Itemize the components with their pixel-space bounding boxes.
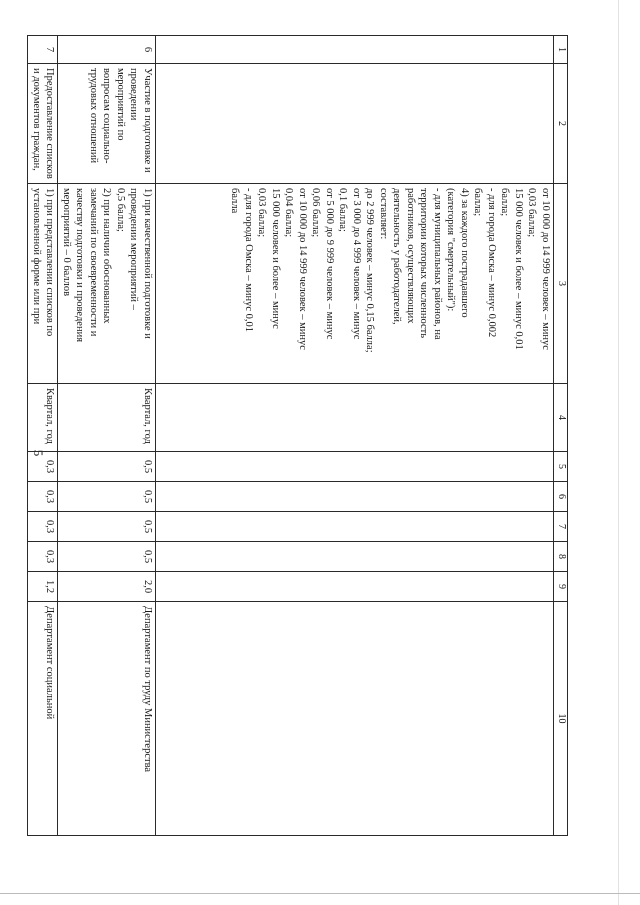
criteria-line: мероприятий – 0 баллов [61,188,72,297]
criteria-line: составляет: [378,188,389,240]
value-cell [156,482,554,512]
value-cell: 0,3 [28,542,58,572]
value-cell: 0,3 [28,452,58,482]
criteria-line: - для города Омска – минус 0,01 [243,188,254,333]
value-cell: 0,5 [58,512,156,542]
criteria-line: от 10 000 до 14 999 человек – минус [540,188,551,350]
header-cell: 10 [554,602,568,836]
criteria-line: (категория "смертельный"): [445,188,457,312]
header-cell: 2 [554,64,568,184]
criteria-line: балла; [472,188,484,217]
header-cell: 8 [554,542,568,572]
header-cell: 6 [554,482,568,512]
value-cell: 0,3 [28,482,58,512]
row-number [156,36,554,64]
criteria-text [58,184,156,384]
criteria-line: деятельность у работодателей, [391,188,403,325]
department-cell: Департамент социальной [28,602,58,836]
row-number: 7 [28,36,58,64]
criteria-line: 0,03 балла; [526,188,538,238]
criteria-line: установленной форме или при [31,188,42,325]
criteria-line: балла; [499,188,511,217]
value-cell: 0,5 [58,452,156,482]
indicator-name: Предоставление списков и документов граждан, [28,64,58,184]
criteria-table [28,35,569,836]
criteria-line: 1) при качественной подготовке и [142,188,153,339]
criteria-line: 0,06 балла; [310,188,322,238]
value-cell [156,572,554,602]
department-cell: Департамент по труду Министерства [58,602,156,836]
criteria-line: территории которых численность [418,188,430,338]
criteria-line: 1) при представлении списков по [44,188,56,337]
period-cell: Квартал, год [28,384,58,452]
header-cell: 3 [554,184,568,384]
scan-bottom-line [0,893,640,894]
value-cell: 1,2 [28,572,58,602]
criteria-line: 15 000 человек и более – минус 0,01 [513,188,524,350]
indicator-name: Участие в подготовке и проведении мероприятий по вопросам социально-трудовых отношений [58,64,156,184]
criteria-line: 4) за каждого пострадавшего [459,188,470,318]
criteria-line: 0,5 балла; [115,188,126,232]
criteria-line: 0,04 балла; [283,188,295,238]
header-cell: 7 [554,512,568,542]
criteria-line: от 3 000 до 4 999 человек – минус [351,188,362,340]
value-cell [156,452,554,482]
table-row [58,36,156,836]
row-number: 6 [58,36,156,64]
criteria-line: 0,1 балла; [337,188,349,232]
header-cell: 4 [554,384,568,452]
criteria-line: балла [229,188,241,214]
header-cell: 5 [554,452,568,482]
criteria-text [28,184,58,384]
criteria-line: 0,03 балла; [256,188,268,238]
value-cell: 2,0 [58,572,156,602]
header-cell: 1 [554,36,568,64]
criteria-line: качеству подготовки и проведения [74,188,86,343]
value-cell: 0,5 [58,542,156,572]
criteria-line: - для города Омска – минус 0,002 [486,188,497,338]
criteria-line: проведении мероприятий – [128,188,140,310]
criteria-line: от 10 000 до 14 999 человек – минус [297,188,308,350]
criteria-text [156,184,554,384]
value-cell [156,542,554,572]
department-cell [156,602,554,836]
criteria-line: - для муниципальных районов, на [432,188,443,340]
criteria-line: замечаний по своевременности и [88,188,99,337]
value-cell: 0,3 [28,512,58,542]
period-cell [156,384,554,452]
criteria-line: 2) при наличии обоснованных [101,188,113,324]
page-number: 5 [31,449,46,457]
value-cell [156,512,554,542]
indicator-name [156,64,554,184]
criteria-line: 15 000 человек и более – минус [270,188,281,329]
table-row [156,36,554,836]
period-cell: Квартал, год [58,384,156,452]
criteria-line: работников, осуществляющих [405,188,416,324]
header-row [554,36,568,836]
criteria-line: от 5 000 до 9 999 человек – минус [324,188,335,340]
table-row [28,36,58,836]
criteria-line: до 2 999 человек – минус 0,15 балла; [364,188,376,353]
header-cell: 9 [554,572,568,602]
rotated-table-wrapper [31,35,568,835]
value-cell: 0,5 [58,482,156,512]
scan-edge-line [618,0,619,905]
